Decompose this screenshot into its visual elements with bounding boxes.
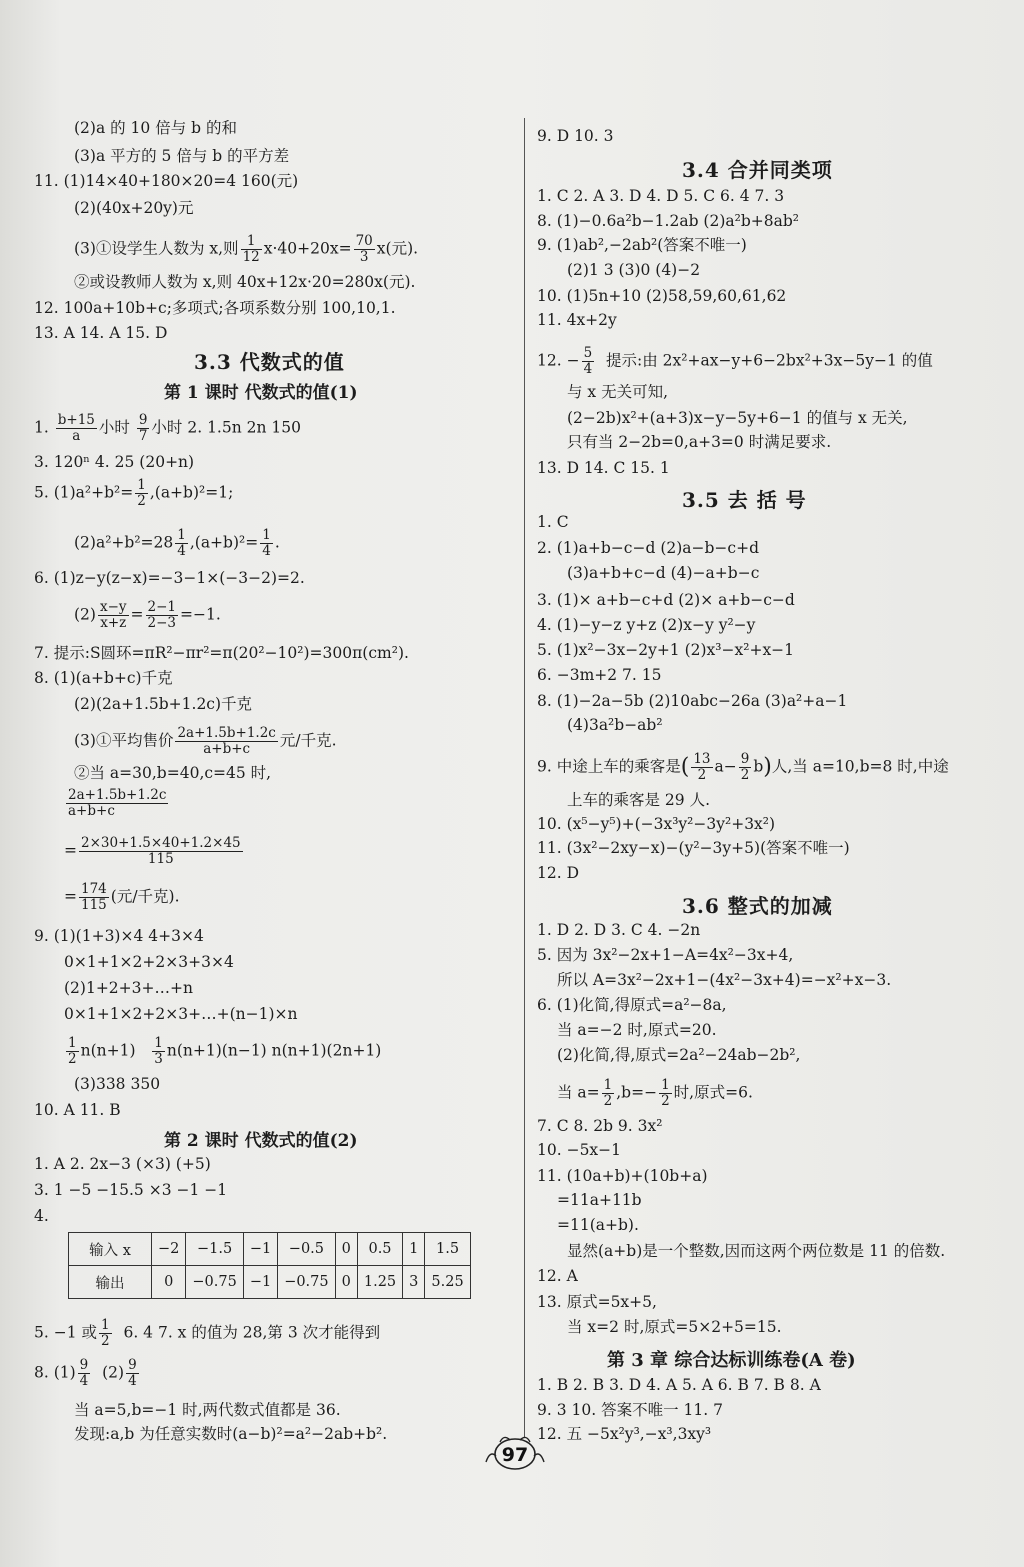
- text-line: 4.: [34, 1207, 49, 1225]
- text-line: 11. (10a+b)+(10b+a): [537, 1167, 708, 1185]
- text-line: 6. (1)z−y(z−x)=−3−1×(−3−2)=2.: [34, 569, 305, 587]
- table-cell: 1: [403, 1233, 425, 1266]
- text-line: 只有当 2−2b=0,a+3=0 时满足要求.: [567, 433, 832, 451]
- text-line: 10. −5x−1: [537, 1141, 622, 1159]
- text-line: (3)①平均售价 $\frac{2a+1.5b+1.2c}{a+b+c}$ 元/千克.: [74, 725, 337, 757]
- section-title: 3.4 合并同类项: [682, 158, 833, 182]
- fraction: $\frac{x-y}{x+z}$: [99, 599, 127, 631]
- text-line: 当 a=−2 时,原式=20.: [557, 1021, 717, 1039]
- text-line: 1. $\frac{b+15}{a}$ 小时 $\frac{9}{7}$ 小时 2. 1.5n 2n 150: [34, 412, 301, 444]
- text-line: 8. (1)−2a−5b (2)10abc−26a (3)a²+a−1: [537, 692, 848, 710]
- text-line: 当 a= $\frac{1}{2}$ ,b=− $\frac{1}{2}$ 时,原式=6.: [557, 1077, 753, 1109]
- text-line: 9. 中途上车的乘客是( $\frac{13}{2}$ a− $\frac{9}{2}$ b)人,当 a=10,b=8 时,中途: [537, 751, 949, 783]
- text-line: 8. (1)−0.6a²b−1.2ab (2)a²b+8ab²: [537, 212, 799, 230]
- text-line: 1. A 2. 2x−3 (×3) (+5): [34, 1155, 211, 1173]
- fraction: $\frac{2\times 30+1.5\times 40+1.2\times 45}{115}$: [81, 835, 241, 867]
- text-line: (2)化简,得,原式=2a²−24ab−2b²,: [557, 1046, 801, 1064]
- fraction: $\frac{1}{2}$: [603, 1077, 613, 1109]
- text-line: 8. (1)(a+b+c)千克: [34, 669, 173, 687]
- text-line: 8. (1) $\frac{9}{4}$ (2) $\frac{9}{4}$: [34, 1357, 137, 1389]
- text-line: (2)(40x+20y)元: [74, 199, 194, 217]
- text-line: ②当 a=30,b=40,c=45 时,: [74, 764, 272, 782]
- text-line: (3)①设学生人数为 x,则 $\frac{1}{12}$ x·40+20x= $\frac{70}{3}$ x(元).: [74, 233, 419, 265]
- fraction: $\frac{1}{4}$: [262, 527, 271, 559]
- table-cell: 输入 x: [69, 1233, 152, 1266]
- text-line: 13. D 14. C 15. 1: [537, 459, 670, 477]
- text-line: 0×1+1×2+2×3+…+(n−1)×n: [64, 1005, 298, 1023]
- input-output-table: [68, 1232, 471, 1299]
- text-line: (3)338 350: [74, 1075, 161, 1093]
- text-line: (3)a+b+c−d (4)−a+b−c: [567, 564, 760, 582]
- text-line: 12. D: [537, 864, 580, 882]
- text-line: 12. A: [537, 1267, 578, 1285]
- table-cell: 5.25: [425, 1266, 470, 1299]
- text-line: 9. (1)ab²,−2ab²(答案不唯一): [537, 236, 747, 254]
- fraction: $\frac{2a+1.5b+1.2c}{a+b+c}$: [68, 787, 167, 819]
- table-cell: 0.5: [357, 1233, 402, 1266]
- text-line: (2−2b)x²+(a+3)x−y−5y+6−1 的值与 x 无关,: [567, 409, 908, 427]
- text-line: 3. 1 −5 −15.5 ×3 −1 −1: [34, 1181, 228, 1199]
- text-line: 发现:a,b 为任意实数时(a−b)²=a²−2ab+b².: [74, 1425, 388, 1443]
- page-number-ornament-icon: [480, 1432, 550, 1472]
- fraction: $\frac{9}{7}$: [138, 412, 148, 444]
- text-line: (3)a 平方的 5 倍与 b 的平方差: [74, 147, 290, 165]
- text-line: 所以 A=3x²−2x+1−(4x²−3x+4)=−x²+x−3.: [557, 971, 892, 989]
- fraction: $\frac{1}{3}$: [154, 1035, 163, 1067]
- table-cell: 0: [335, 1266, 357, 1299]
- table-cell: −0.75: [278, 1266, 335, 1299]
- text-line: 5. (1)a²+b²= $\frac{1}{2}$ ,(a+b)²=1;: [34, 477, 234, 509]
- text-line: 13. A 14. A 15. D: [34, 324, 168, 342]
- text-line: = $\frac{174}{115}$ (元/千克).: [64, 881, 180, 913]
- fraction: $\frac{1}{2}$: [661, 1077, 670, 1109]
- text-line: 10. (x⁵−y⁵)+(−3x³y²−3y²+3x²): [537, 815, 776, 833]
- section-title: 3.5 去 括 号: [682, 488, 807, 512]
- fraction: $\frac{2a+1.5b+1.2c}{a+b+c}$: [177, 725, 276, 757]
- text-line: 9. D 10. 3: [537, 127, 614, 145]
- fraction: $\frac{9}{4}$: [79, 1357, 89, 1389]
- text-line: 2. (1)a+b−c−d (2)a−b−c+d: [537, 539, 760, 557]
- text-line: 3. (1)× a+b−c+d (2)× a+b−c−d: [537, 591, 795, 609]
- fraction: $\frac{b+15}{a}$: [57, 412, 95, 444]
- table-row: [69, 1266, 471, 1299]
- text-line: 7. C 8. 2b 9. 3x²: [537, 1117, 663, 1135]
- fraction: $\frac{5}{4}$: [583, 345, 593, 377]
- text-line: 11. (3x²−2xy−x)−(y²−3y+5)(答案不唯一): [537, 839, 850, 857]
- page-number-badge: [480, 1432, 550, 1472]
- text-line: (2)1 3 (3)0 (4)−2: [567, 261, 701, 279]
- text-line: 0×1+1×2+2×3+3×4: [64, 953, 234, 971]
- fraction: $\frac{1}{4}$: [177, 527, 186, 559]
- text-line: (4)3a²b−ab²: [567, 716, 663, 734]
- table-cell: 0: [152, 1266, 186, 1299]
- text-line: =11(a+b).: [557, 1216, 639, 1234]
- text-line: 9. (1)(1+3)×4 4+3×4: [34, 927, 204, 945]
- text-line: 1. C: [537, 513, 569, 531]
- text-line: 3. 120ⁿ 4. 25 (20+n): [34, 453, 195, 471]
- text-line: 5. 因为 3x²−2x+1−A=4x²−3x+4,: [537, 946, 794, 964]
- text-line: 上车的乘客是 29 人.: [567, 791, 711, 809]
- text-line: $\frac{1}{2}$ n(n+1) $\frac{1}{3}$ n(n+1)(n−1) n(n+1)(2n+1): [68, 1035, 382, 1067]
- text-line: 当 a=5,b=−1 时,两代数式值都是 36.: [74, 1401, 341, 1419]
- table-cell: −1: [243, 1233, 277, 1266]
- text-line: 12. 五 −5x²y³,−x³,3xy³: [537, 1425, 712, 1443]
- fraction: $\frac{9}{4}$: [128, 1357, 137, 1389]
- text-line: 6. (1)化简,得原式=a²−8a,: [537, 996, 727, 1014]
- fraction: $\frac{70}{3}$: [355, 233, 373, 265]
- text-line: 6. −3m+2 7. 15: [537, 666, 662, 684]
- text-line: 13. 原式=5x+5,: [537, 1293, 657, 1311]
- fraction: $\frac{1}{2}$: [101, 1317, 110, 1349]
- text-line: 当 x=2 时,原式=5×2+5=15.: [567, 1318, 782, 1336]
- fraction: $\frac{9}{2}$: [740, 751, 750, 783]
- text-line: ②或设教师人数为 x,则 40x+12x·20=280x(元).: [74, 273, 416, 291]
- page-number: 97: [501, 1444, 529, 1466]
- text-line: 4. (1)−y−z y+z (2)x−y y²−y: [537, 616, 756, 634]
- text-line: (2)a 的 10 倍与 b 的和: [74, 119, 237, 137]
- table-cell: −0.75: [186, 1266, 243, 1299]
- text-line: (2) $\frac{x-y}{x+z}$ = $\frac{2-1}{2-3}$ =−1.: [74, 599, 221, 631]
- text-line: 11. 4x+2y: [537, 311, 617, 329]
- section-title: 3.6 整式的加减: [682, 894, 833, 918]
- table-cell: 0: [335, 1233, 357, 1266]
- text-line: = $\frac{2\times 30+1.5\times 40+1.2\times 45}{115}$: [64, 835, 241, 867]
- table-cell: 输出: [69, 1266, 152, 1299]
- subsection-title: 第 2 课时 代数式的值(2): [164, 1131, 358, 1151]
- text-line: 11. (1)14×40+180×20=4 160(元): [34, 172, 299, 190]
- fraction: $\frac{174}{115}$: [81, 881, 107, 913]
- text-line: (2)(2a+1.5b+1.2c)千克: [74, 695, 253, 713]
- fraction: $\frac{1}{2}$: [68, 1035, 77, 1067]
- section-title: 第 3 章 综合达标训练卷(A 卷): [607, 1350, 856, 1371]
- table-row: [69, 1233, 471, 1266]
- text-line: (2)a²+b²=28 $\frac{1}{4}$ ,(a+b)²= $\frac{1}{4}$ .: [74, 527, 280, 559]
- table-cell: −1: [243, 1266, 277, 1299]
- fraction: $\frac{13}{2}$: [693, 751, 711, 783]
- column-divider: [524, 118, 525, 1438]
- text-line: 1. B 2. B 3. D 4. A 5. A 6. B 7. B 8. A: [537, 1376, 821, 1394]
- table-cell: 1.5: [425, 1233, 470, 1266]
- text-line: (2)1+2+3+…+n: [64, 979, 193, 997]
- section-title: 3.3 代数式的值: [194, 350, 345, 374]
- table-cell: 1.25: [357, 1266, 402, 1299]
- text-line: 1. C 2. A 3. D 4. D 5. C 6. 4 7. 3: [537, 187, 785, 205]
- text-line: [64, 788, 170, 819]
- table-cell: 3: [403, 1266, 425, 1299]
- table-cell: −0.5: [278, 1233, 335, 1266]
- text-line: 10. (1)5n+10 (2)58,59,60,61,62: [537, 287, 787, 305]
- text-line: 与 x 无关可知,: [567, 383, 669, 401]
- fraction: $\frac{1}{2}$: [137, 477, 146, 509]
- subsection-title: 第 1 课时 代数式的值(1): [164, 383, 358, 403]
- text-line: 5. (1)x²−3x−2y+1 (2)x³−x²+x−1: [537, 641, 795, 659]
- text-line: 5. −1 或 $\frac{1}{2}$ 6. 4 7. x 的值为 28,第 3 次才能得到: [34, 1317, 381, 1349]
- text-line: 10. A 11. B: [34, 1101, 121, 1119]
- text-line: =11a+11b: [557, 1191, 642, 1209]
- text-line: 7. 提示:S圆环=πR²−πr²=π(20²−10²)=300π(cm²).: [34, 644, 409, 662]
- table-cell: −1.5: [186, 1233, 243, 1266]
- fraction: $\frac{2-1}{2-3}$: [147, 599, 177, 631]
- text-line: 12. − $\frac{5}{4}$ 提示:由 2x²+ax−y+6−2bx²+3x−5y−1 的值: [537, 345, 933, 377]
- text-line: 9. 3 10. 答案不唯一 11. 7: [537, 1401, 723, 1419]
- text-line: 显然(a+b)是一个整数,因而这两个两位数是 11 的倍数.: [567, 1242, 946, 1260]
- fraction: $\frac{1}{12}$: [242, 233, 260, 265]
- text-line: 12. 100a+10b+c;多项式;各项系数分别 100,10,1.: [34, 299, 396, 317]
- text-line: 1. D 2. D 3. C 4. −2n: [537, 921, 701, 939]
- table-cell: −2: [152, 1233, 186, 1266]
